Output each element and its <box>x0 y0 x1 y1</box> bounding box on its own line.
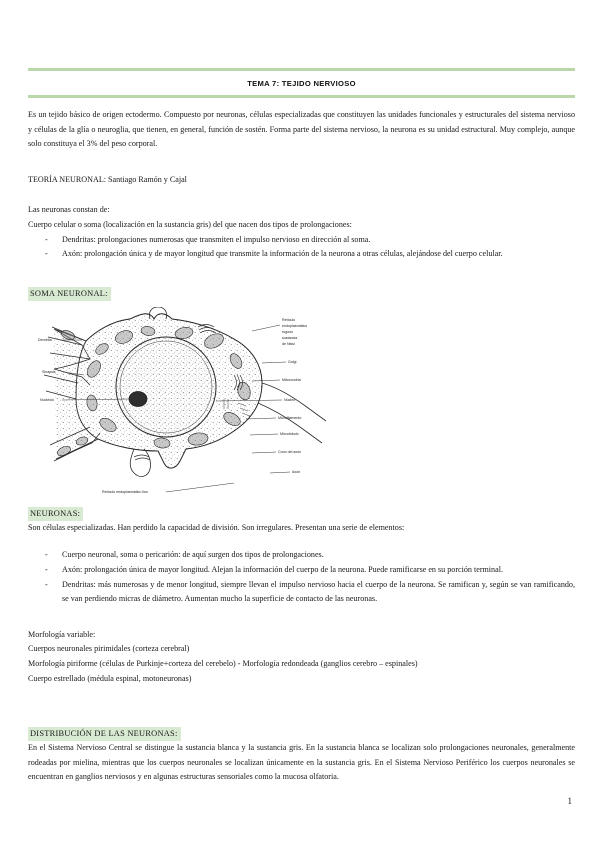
dash-bullet-icon: - <box>45 564 48 574</box>
neuronal-theory-label: TEORÍA NEURONAL: Santiago Ramón y Cajal <box>28 174 187 184</box>
morphology-line-2: Morfología piriforme (células de Purkinje+corteza del cerebelo) - Morfología redondeada (ganglios cerebro – espinales) <box>28 658 418 668</box>
section-heading-neuronas: NEURONAS: <box>28 507 83 521</box>
section-heading-soma: SOMA NEURONAL: <box>28 287 111 301</box>
spacer <box>28 686 575 707</box>
list-item <box>28 247 575 262</box>
list-item <box>28 548 575 563</box>
list-item <box>28 563 575 578</box>
list-item-text: Dendritas: prolongaciones numerosas que transmiten el impulso nervioso en dirección al soma. <box>62 234 371 244</box>
distribucion-heading-wrap <box>28 723 575 741</box>
cell-body-line: Cuerpo celular o soma (localización en la sustancia gris) del que nacen dos tipos de prolongaciones: <box>28 219 352 229</box>
neurons-elements-list <box>28 548 575 606</box>
morphology-line-1: Cuerpos neuronales pirimidales (corteza cerebral) <box>28 644 190 654</box>
figure-label-reticulo-rugoso-2: endoplasmático <box>282 323 308 328</box>
figure-label-cono-del-axon: Cono del axón <box>278 449 302 454</box>
document-content <box>28 108 575 785</box>
section-heading-distribucion: DISTRIBUCIÓN DE LAS NEURONAS: <box>28 727 181 741</box>
list-item-text: Axón: prolongación única y de mayor longitud que transmite la información de la neurona a otras células, alejándose del cuerpo celular. <box>62 249 503 259</box>
theory-prolongation-list <box>28 233 575 262</box>
dash-bullet-icon: - <box>45 579 48 589</box>
figure-label-golgi: Golgi <box>288 359 297 364</box>
spacer <box>28 152 575 173</box>
intro-paragraph: Es un tejido básico de origen ectodermo. Compuesto por neuronas, células especializadas que constituyen las unidades funcionales y estructurales del sistema nervioso y células de la glía o neuroglia, que tienen, en general, función de sostén. Forma parte del sistema nervioso, la neurona es su unidad estructural. Muy complejo, aunque solo constituya el 3% del peso corporal. <box>28 110 575 149</box>
list-item <box>28 233 575 248</box>
soma-neuron-figure <box>28 307 575 503</box>
spacer <box>28 535 575 548</box>
figure-label-nucleolo: Nucléolo <box>40 397 54 402</box>
neurons-intro-line: Son células especializadas. Han perdido la capacidad de división. Son irregulares. Presentan una serie de elementos: <box>28 522 405 532</box>
morphology-title: Morfología variable: <box>28 629 96 639</box>
morphology-line-3: Cuerpo estrellado (médula espinal, motoneuronas) <box>28 673 192 683</box>
spacer <box>28 187 575 203</box>
list-item-text: Dendritas: más numerosas y de menor longitud, siempre llevan el impulso nervioso hacia el cuerpo de la neurona. Se ramifican y, según se van ramificando, se van perdiendo micras de diámetro. Aumentan mucho la superficie de contacto de las neuronas. <box>62 579 575 604</box>
spacer <box>28 262 575 283</box>
figure-label-dendrita: Dendrita <box>38 337 52 342</box>
figure-label-reticulo-rugoso-4: sustancia <box>282 335 298 340</box>
figure-label-sinapsis: Sinapsis <box>42 369 56 374</box>
figure-label-mitocondria: Mitocondria <box>282 377 301 382</box>
header-rule-bottom <box>28 95 575 98</box>
distribution-paragraph: En el Sistema Nervioso Central se distingue la sustancia blanca y la sustancia gris. En la sustancia blanca se localizan solo prolongaciones neuronales, generalmente rodeadas por mielina, mientras que los cuerpos neuronales se localizan únicamente en la sustancia gris. En el Sistema Nervioso Periférico los cuerpos neuronales se encuentran en ganglios nerviosos y en algunas estructuras sensoriales como la mucosa olfatoria. <box>28 743 575 782</box>
list-item-text: Cuerpo neuronal, soma o pericarión: de aquí surgen dos tipos de prolongaciones. <box>62 550 324 560</box>
dash-bullet-icon: - <box>45 234 48 244</box>
page-number: 1 <box>567 796 572 806</box>
neuronas-heading-wrap <box>28 503 575 521</box>
dash-bullet-icon: - <box>45 550 48 560</box>
figure-label-reticulo-rugoso-5: de Nissl <box>282 341 295 346</box>
figure-label-reticulo-rugoso-1: Retículo <box>282 317 296 322</box>
dash-bullet-icon: - <box>45 249 48 259</box>
soma-heading-wrap <box>28 283 575 301</box>
spacer <box>28 707 575 723</box>
list-item-text: Axón: prolongación única de mayor longitud. Alejan la información del cuerpo de la neurona. Puede ramificarse en su porción terminal. <box>62 564 503 574</box>
figure-label-axon: Axón <box>292 469 301 474</box>
list-item <box>28 578 575 607</box>
figure-label-microfilamento: Microfilamento <box>278 415 302 420</box>
neurons-consist-line: Las neuronas constan de: <box>28 205 110 215</box>
page-title: TEMA 7: TEJIDO NERVIOSO <box>247 79 356 88</box>
neuron-diagram-svg <box>38 307 328 497</box>
figure-label-reticulo-rugoso-3: rugoso <box>282 329 293 334</box>
figure-label-reticulo-liso: Retículo endoplasmático liso <box>102 489 148 494</box>
figure-label-nucleo: Núcleo <box>284 397 296 402</box>
figure-label-microtubulo: Microtúbulo <box>280 431 299 436</box>
spacer <box>28 607 575 628</box>
document-header <box>28 68 575 98</box>
